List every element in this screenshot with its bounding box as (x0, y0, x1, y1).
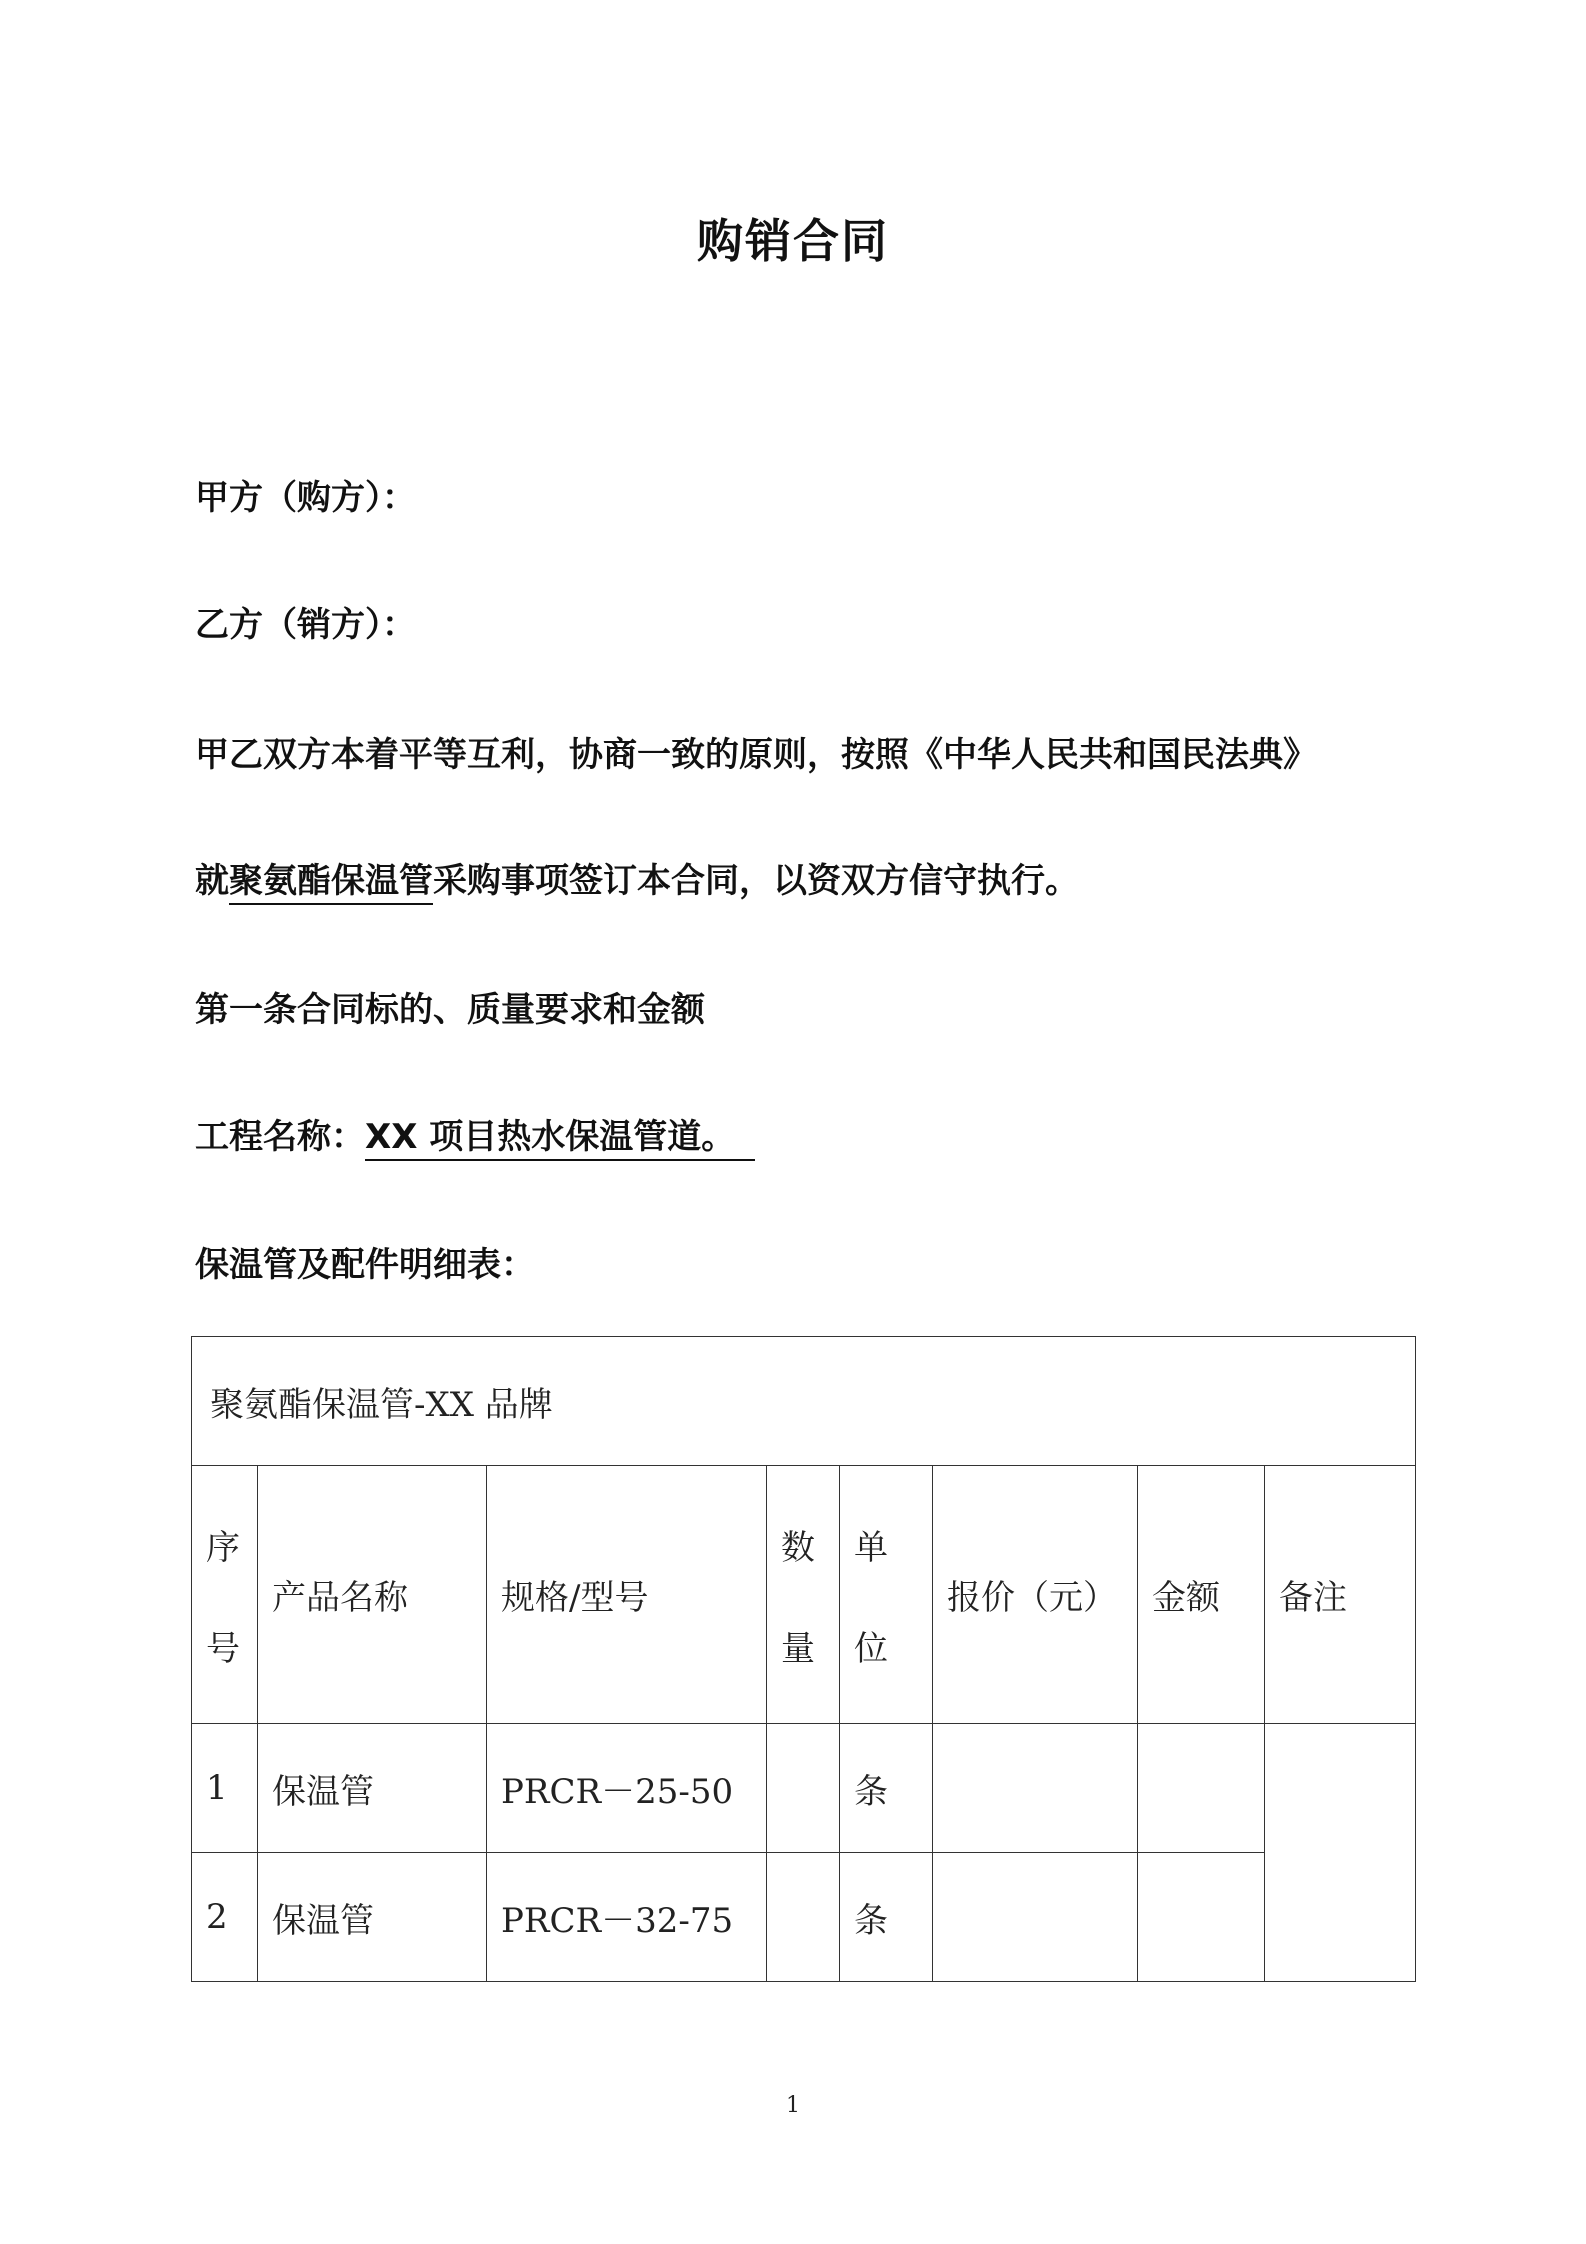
article-1-heading: 第一条合同标的、质量要求和金额 (195, 990, 705, 1030)
row-seq: 1 (192, 1724, 258, 1853)
row-amount (1138, 1853, 1265, 1982)
intro-line-2 (195, 861, 1079, 901)
row-spec: PRCR－25-50 (487, 1724, 767, 1853)
intro-line-2-suffix: 采购事项签订本合同，以资双方信守执行。 (433, 861, 1079, 901)
table-row (192, 1853, 1416, 1982)
header-unit-bottom: 位 (854, 1628, 888, 1669)
row-qty (767, 1853, 840, 1982)
brand-row (192, 1337, 1416, 1466)
header-unit (840, 1466, 933, 1724)
row-amount (1138, 1724, 1265, 1853)
row-price (933, 1853, 1138, 1982)
intro-line-2-prefix: 就 (195, 861, 229, 901)
project-value: XX 项目热水保温管道。 (365, 1117, 755, 1161)
party-a-label: 甲方（购方）： (195, 478, 416, 518)
row-name: 保温管 (258, 1853, 487, 1982)
header-seq-top: 序 (206, 1527, 240, 1568)
brand-title: 聚氨酯保温管-XX 品牌 (192, 1337, 1416, 1466)
row-spec: PRCR－32-75 (487, 1853, 767, 1982)
intro-underlined-product: 聚氨酯保温管 (229, 861, 433, 905)
header-row (192, 1466, 1416, 1724)
header-spec: 规格/型号 (487, 1466, 767, 1724)
row-qty (767, 1724, 840, 1853)
header-remarks: 备注 (1265, 1466, 1416, 1724)
project-label: 工程名称： (195, 1117, 365, 1157)
header-seq-bottom: 号 (206, 1628, 240, 1669)
row-name: 保温管 (258, 1724, 487, 1853)
header-price: 报价（元） (933, 1466, 1138, 1724)
row-unit: 条 (840, 1853, 933, 1982)
table-row (192, 1724, 1416, 1853)
header-qty-top: 数 (781, 1527, 815, 1568)
header-product-name: 产品名称 (258, 1466, 487, 1724)
header-qty-bottom: 量 (781, 1628, 815, 1669)
row-seq: 2 (192, 1853, 258, 1982)
row-unit: 条 (840, 1724, 933, 1853)
party-b-label: 乙方（销方）： (195, 605, 416, 645)
page-number: 1 (786, 2093, 800, 2118)
header-unit-top: 单 (854, 1527, 888, 1568)
row-price (933, 1724, 1138, 1853)
document-title: 购销合同 (697, 214, 889, 268)
header-amount: 金额 (1138, 1466, 1265, 1724)
header-seq (192, 1466, 258, 1724)
header-qty (767, 1466, 840, 1724)
row-remarks-merged (1265, 1724, 1416, 1982)
table-heading: 保温管及配件明细表： (195, 1245, 535, 1285)
intro-line-1: 甲乙双方本着平等互利，协商一致的原则，按照《中华人民共和国民法典》 (195, 735, 1317, 775)
detail-table (191, 1336, 1416, 1982)
project-name-line (195, 1117, 755, 1161)
